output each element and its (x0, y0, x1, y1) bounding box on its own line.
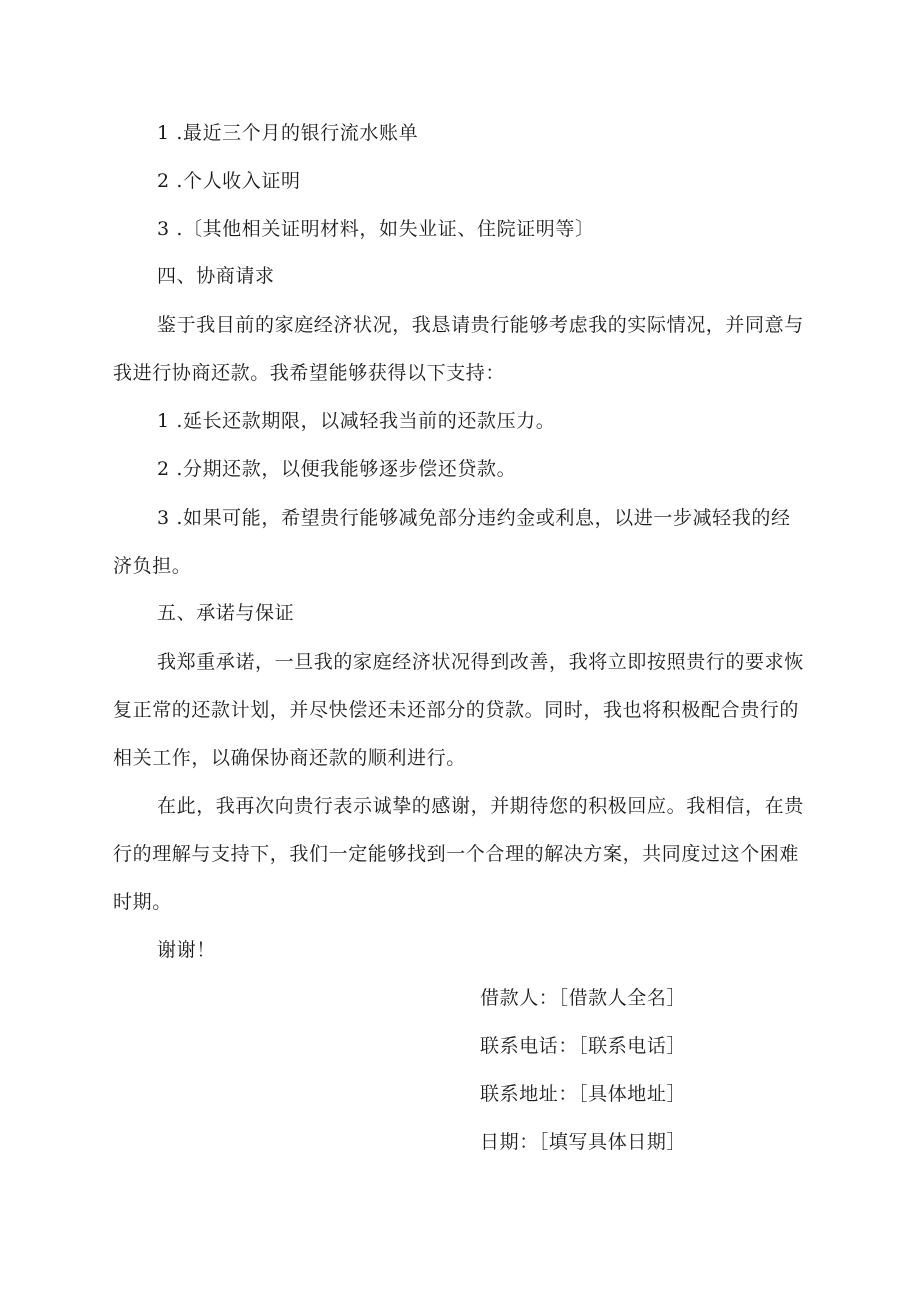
section4-intro-line-1: 鉴于我目前的家庭经济状况，我恳请贵行能够考虑我的实际情况，并同意与 (157, 314, 804, 336)
closing-para-line-2: 行的理解与支持下，我们一定能够找到一个合理的解决方案，共同度过这个困难 (113, 843, 800, 865)
section5-para-line-3: 相关工作，以确保协商还款的顺利进行。 (113, 747, 466, 769)
closing-para-line-3: 时期。 (113, 891, 172, 913)
signature-borrower: 借款人：［借款人全名］ (480, 987, 687, 1009)
request-item-2: 2 .分期还款，以便我能够逐步偿还贷款。 (157, 458, 517, 480)
signature-phone: 联系电话：［联系电话］ (480, 1035, 687, 1057)
request-item-3-line-1: 3 .如果可能，希望贵行能够减免部分违约金或利息，以进一步减轻我的经 (157, 507, 791, 529)
signature-block (480, 986, 686, 1178)
signature-address: 联系地址：［具体地址］ (480, 1083, 687, 1105)
document-list-item-1: 1 .最近三个月的银行流水账单 (157, 122, 419, 144)
thanks-line: 谢谢！ (157, 939, 216, 961)
signature-date: 日期：［填写具体日期］ (480, 1131, 687, 1153)
section4-intro-line-2: 我进行协商还款。我希望能够获得以下支持： (113, 362, 506, 384)
request-item-1: 1 .延长还款期限，以减轻我当前的还款压力。 (157, 410, 556, 432)
document-list-item-3: 3 .〔其他相关证明材料，如失业证、住院证明等〕 (157, 218, 595, 240)
document-list-item-2: 2 .个人收入证明 (157, 170, 301, 192)
request-item-3-line-2: 济负担。 (113, 555, 192, 577)
section5-para-line-2: 复正常的还款计划，并尽快偿还未还部分的贷款。同时，我也将积极配合贵行的 (113, 699, 800, 721)
section5-para-line-1: 我郑重承诺，一旦我的家庭经济状况得到改善，我将立即按照贵行的要求恢 (157, 651, 804, 673)
section4-heading: 四、协商请求 (157, 265, 275, 287)
section5-heading: 五、承诺与保证 (157, 602, 295, 624)
closing-para-line-1: 在此，我再次向贵行表示诚挚的感谢，并期待您的积极回应。我相信，在贵 (157, 795, 804, 817)
